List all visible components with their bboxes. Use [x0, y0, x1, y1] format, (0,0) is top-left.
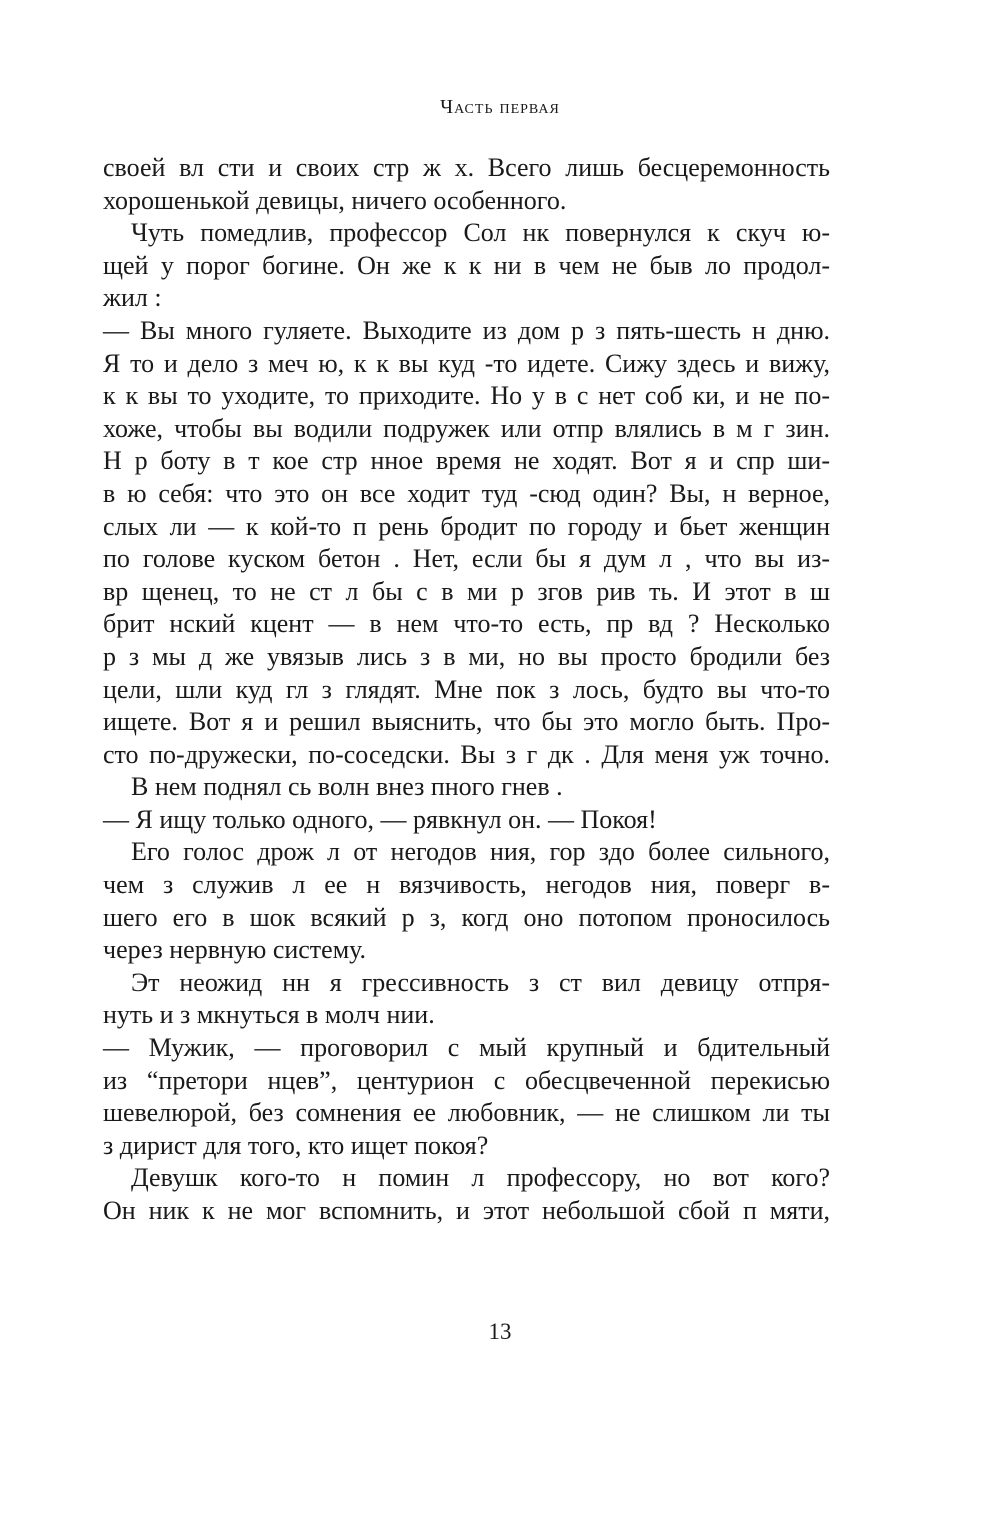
text-line: своей вл сти и своих стр ж х. Всего лишь бесцеремонность	[103, 153, 830, 182]
text-line: цели, шли куд гл з глядят. Мне пок з лось, будто вы что-то	[103, 674, 830, 704]
text-line: через нервную систему.	[103, 935, 367, 965]
text-line: Чуть помедлив, профессор Сол нк повернулся к скуч ю-	[131, 218, 830, 248]
text-line: — Мужик, — проговорил с мый крупный и бдительный	[103, 1033, 830, 1063]
text-line: — Я ищу только одного, — рявкнул он. — Покоя!	[103, 804, 657, 834]
text-line: р з мы д же увязыв лись з в ми, но вы просто бродили без	[103, 641, 830, 671]
text-line: шего его в шок всякий р з, когд оно потопом проносилось	[103, 902, 830, 932]
text-line: Эт неожид нн я грессивность з ст вил девицу отпря-	[131, 967, 830, 997]
text-line: в ю себя: что это он все ходит туд -сюд один? Вы, н верное,	[103, 478, 830, 508]
text-line: сто по-дружески, по-соседски. Вы з г дк . Для меня уж точно.	[103, 739, 830, 769]
text-line: Н р боту в т кое стр нное время не ходят. Вот я и спр ши-	[103, 446, 830, 476]
text-line: з дирист для того, кто ищет покоя?	[103, 1130, 489, 1160]
text-line: к к вы то уходите, то приходите. Но у в с нет соб ки, и не по-	[103, 381, 830, 411]
text-line: слых ли — к кой-то п рень бродит по городу и бьет женщин	[103, 511, 830, 541]
text-line: нуть и з мкнуться в молч нии.	[103, 1000, 435, 1030]
running-head: Часть первая	[440, 96, 560, 118]
text-line: хорошенькой девицы, ничего особенного.	[103, 185, 567, 215]
text-line: чем з служив л ее н вязчивость, негодов ния, поверг в-	[103, 870, 830, 900]
text-line: жил :	[103, 283, 162, 313]
text-line: Девушк кого-то н помин л профессору, но вот кого?	[131, 1163, 830, 1193]
text-line: ищете. Вот я и решил выяснить, что бы это могло быть. Про-	[103, 707, 830, 737]
text-line: Его голос дрож л от негодов ния, гор здо более сильного,	[131, 837, 830, 867]
text-line: Я то и дело з меч ю, к к вы куд -то идете. Сижу здесь и вижу,	[103, 348, 830, 378]
text-line: В нем поднял сь волн внез пного гнев .	[131, 772, 563, 802]
text-line: щей у порог богине. Он же к к ни в чем не быв ло продол-	[103, 250, 830, 280]
text-line: Он ник к не мог вспомнить, и этот небольшой сбой п мяти,	[103, 1196, 830, 1225]
text-line: брит нский кцент — в нем что-то есть, пр вд ? Несколько	[103, 609, 830, 639]
text-line: — Вы много гуляете. Выходите из дом р з пять-шесть н дню.	[103, 315, 830, 345]
text-line: вр щенец, то не ст л бы с в ми р згов рив ть. И этот в ш	[103, 576, 830, 606]
page-number: 13	[488, 1319, 512, 1344]
body-text	[103, 152, 830, 1228]
text-line: из “претори нцев”, центурион с обесцвеченной перекисью	[103, 1065, 830, 1095]
text-line: по голове куском бетон . Нет, если бы я дум л , что вы из-	[103, 544, 830, 574]
text-line: шевелюрой, без сомнения ее любовник, — не слишком ли ты	[103, 1098, 830, 1128]
text-line: хоже, чтобы вы водили подружек или отпр влялись в м г зин.	[103, 413, 830, 443]
